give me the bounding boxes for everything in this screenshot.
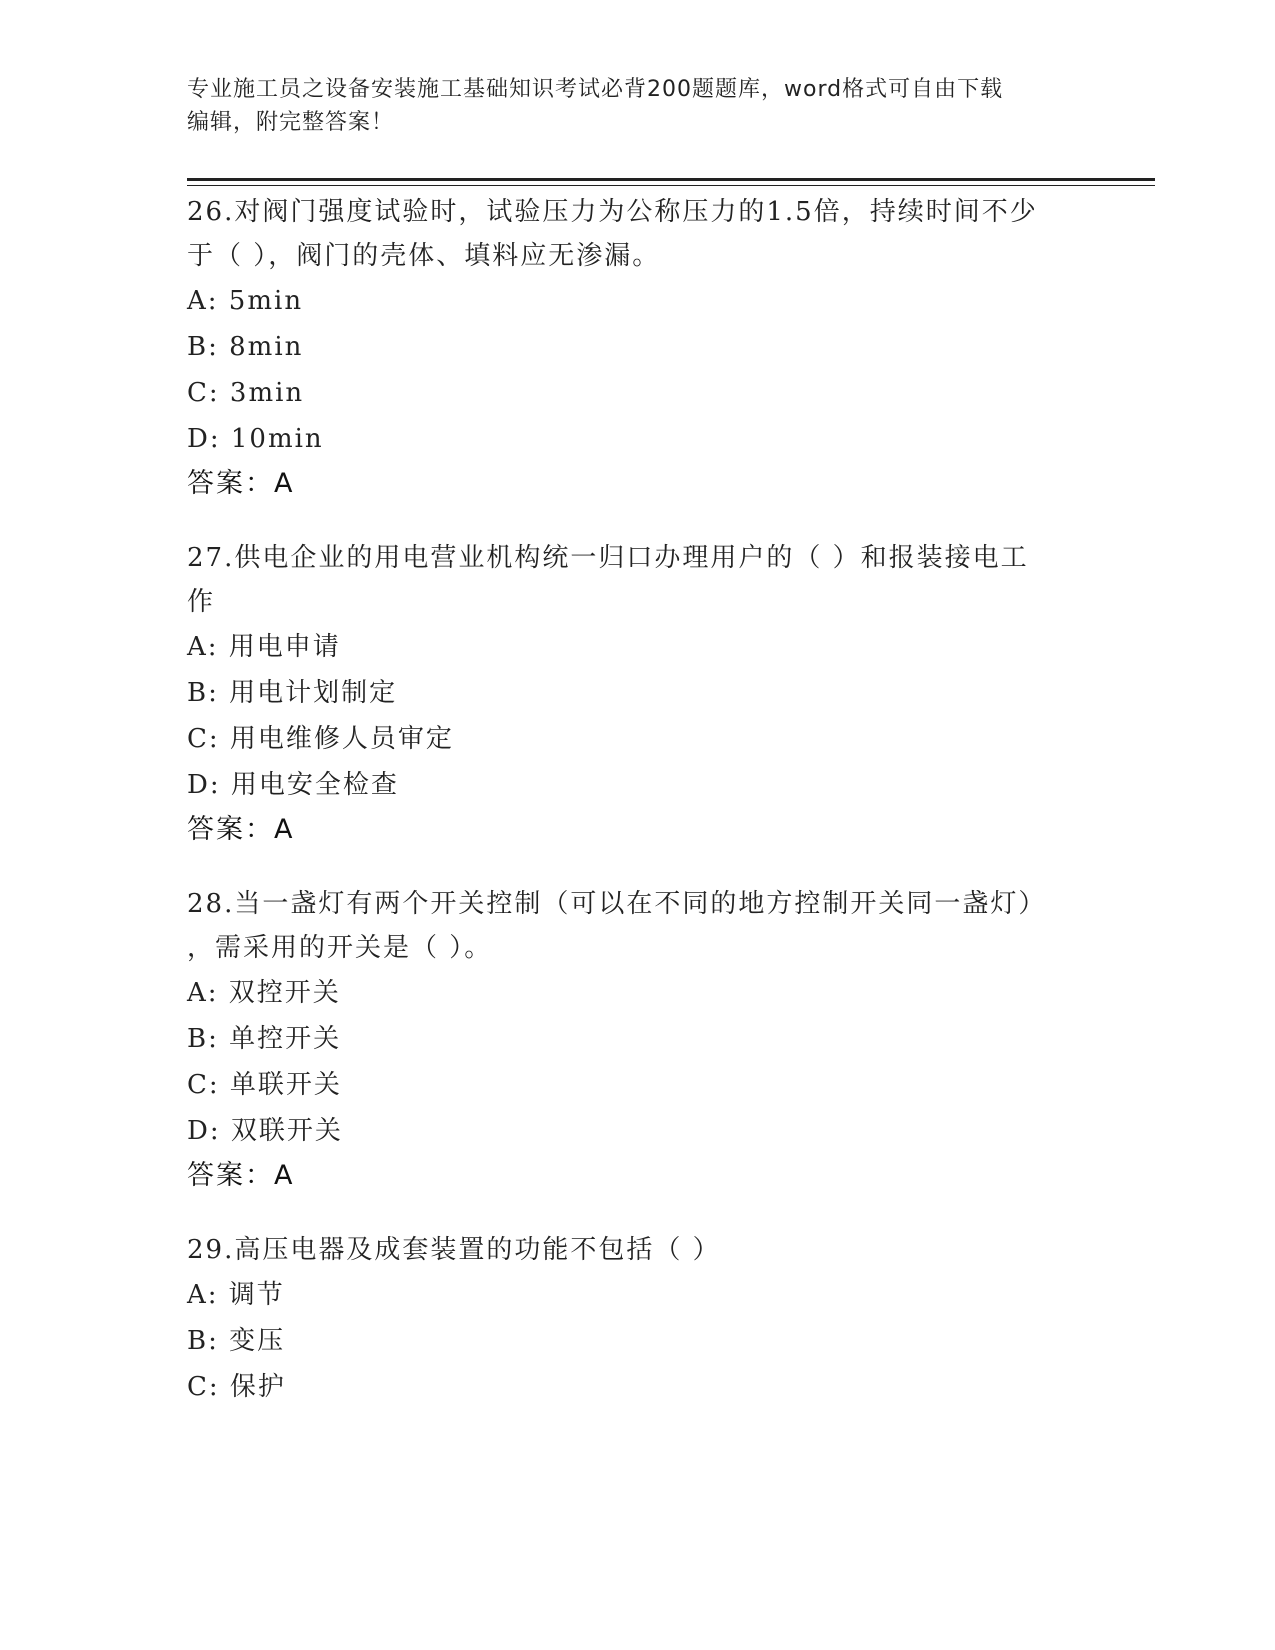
question-text-line-2: 作 xyxy=(187,587,216,617)
option-d: D: 用电安全检查 xyxy=(187,770,399,800)
option-c: C: 用电维修人员审定 xyxy=(187,724,454,754)
header-line-1: 专业施工员之设备安装施工基础知识考试必背200题题库，word格式可自由下载 xyxy=(187,77,1004,102)
option-a: A: 用电申请 xyxy=(187,632,341,662)
question-text-line-1: 27.供电企业的用电营业机构统一归口办理用户的（ ）和报装接电工 xyxy=(187,543,1029,573)
question-text-line-1: 26.对阀门强度试验时，试验压力为公称压力的1.5倍，持续时间不少 xyxy=(187,197,1038,227)
answer-label: 答案：A xyxy=(187,1160,295,1191)
option-c: C: 3min xyxy=(187,378,305,408)
question-text-line-1: 29.高压电器及成套装置的功能不包括（ ） xyxy=(187,1235,721,1265)
question-29 xyxy=(187,1228,1087,1410)
option-d: D: 双联开关 xyxy=(187,1116,343,1146)
option-d: D: 10min xyxy=(187,424,324,454)
header-divider-thick xyxy=(187,178,1155,181)
option-c: C: 保护 xyxy=(187,1372,286,1402)
option-b: B: 用电计划制定 xyxy=(187,678,398,708)
question-text-line-1: 28.当一盏灯有两个开关控制（可以在不同的地方控制开关同一盏灯） xyxy=(187,889,1047,919)
answer-label: 答案：A xyxy=(187,468,295,499)
option-b: B: 8min xyxy=(187,332,304,362)
question-list xyxy=(187,190,1087,1440)
header-line-2: 编辑，附完整答案！ xyxy=(187,110,395,135)
option-c: C: 单联开关 xyxy=(187,1070,342,1100)
question-26 xyxy=(187,190,1087,506)
question-28 xyxy=(187,882,1087,1198)
option-b: B: 变压 xyxy=(187,1326,286,1356)
question-text-line-2: 于（ ），阀门的壳体、填料应无渗漏。 xyxy=(187,241,661,271)
question-text-line-2: ，需采用的开关是（ ）。 xyxy=(187,933,493,963)
answer-label: 答案：A xyxy=(187,814,295,845)
header-divider-thin xyxy=(187,185,1155,186)
question-27 xyxy=(187,536,1087,852)
option-a: A: 双控开关 xyxy=(187,978,341,1008)
document-header xyxy=(187,73,1087,139)
option-a: A: 5min xyxy=(187,286,304,316)
option-a: A: 调节 xyxy=(187,1280,285,1310)
option-b: B: 单控开关 xyxy=(187,1024,342,1054)
